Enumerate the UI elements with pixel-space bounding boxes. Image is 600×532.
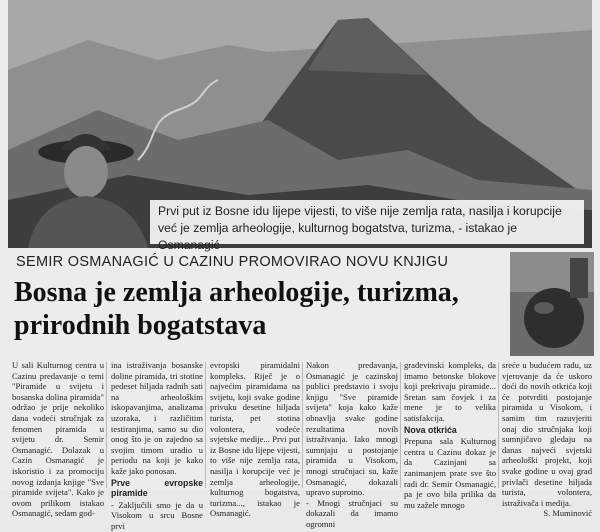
column-rule: [205, 362, 206, 488]
subheading: Prve evropske piramide: [111, 477, 203, 499]
photo-caption: Prvi put iz Bosne idu lijepe vijesti, to više nije zemlja rata, nasilja i korupcije već je zemlja arheologije, kulturnog bogatstva, turizma, - istakao je Osmanagić: [158, 204, 562, 252]
column-rule: [106, 362, 107, 488]
paragraph: sreće u budućem radu, uz vjerovanje da će uskoro doći do novih otkrića koji će potvrditi postojanje piramida u Visokom, i samim tim razuvjeriti onaj dio stručnjaka koji sumnjičavo gledaju na danas najveći svjetski arheološki projekt, koji svake godine u ovaj grad privlači desetine hiljada turista, volontera, istraživača i medija.: [502, 360, 592, 508]
paragraph: Nakon predavanja, Osmanagić je cazinskoj publici predstavio i svoju knjigu "Sve piramide svijeta" koja kako kaže obnavlja svake godine rezultatima novih istraživanja. Iako mnogi sumnjaju u postojanje piramida u Visokom, mnogi stručnjaci su, kaže Osmanagić, dokazali upravo suprotno.: [306, 360, 398, 498]
paragraph: ina istraživanja bosanske doline piramida, tri stotine pedeset hiljada radnih sati na arheološkim iskopavanjima, analizama uzoraka, i različitim testiranjima, samo su dio onog što je on zajedno sa svojim timom uradio u periodu na koji je kako kaže jako ponosan.: [111, 360, 203, 476]
article-column-4: [306, 360, 398, 529]
paragraph: evropski piramidalni kompleks. Riječ je o najvećim piramidama na svijetu, koji svake godine privuku desetine hiljada turista, pet stotina volontera, vodeće svjetske medije... Prvi put iz Bosne idu lijepe vijesti, to više nije zemlja rata, nasilja i korupcije već je zemlja arheologije, kulturnog bogatstva, turizma..., istakao je Osmanagić.: [210, 360, 300, 519]
subheading: Nova otkrića: [404, 424, 457, 435]
stone-sphere-illustration: [510, 252, 594, 356]
column-rule: [400, 362, 401, 488]
article-column-5: [404, 360, 496, 510]
article-column-6: [502, 360, 592, 519]
headline: Bosna je zemlja arheologije, turizma, prirodnih bogatstava: [14, 277, 459, 341]
column-rule: [302, 362, 303, 488]
paragraph: - Zaključili smo je da u Visokom u srcu Bosne prvi: [111, 499, 203, 531]
kicker: SEMIR OSMANAGIĆ U CAZINU PROMOVIRAO NOVU KNJIGU: [16, 254, 449, 270]
paragraph: U sali Kulturnog centra u Cazinu predavanje o temi "Piramide u svijetu i bosanska dolina piramida" održao je prije nekoliko dana vodeći stručnjak za fenomen piramida u svijetu dr. Semir Osmanagić. Dolazak u Cazin Osmanagić je iskoristio i za promociju novog izdanja knjige "Sve piramide svijeta". Kako je ovom prilikom istakao Osmanagić, sedam god-: [12, 360, 104, 519]
paragraph: građevinski kompleks, da imamo betonske blokove koji prekrivaju piramide... Sretan sam čovjek i za mene je to velika satisfakcija.: [404, 360, 496, 423]
paragraph: - Mnogi stručnjaci su dokazali da imamo ogromni: [306, 497, 398, 529]
paragraph: Prepuna sala Kulturnog centra u Cazinu dokaz je da Cazinjani sa zanimanjem prate sve što radi dr. Semir Osmanagić, pa je ovo bila prilika da mu zaželе mnogo: [404, 436, 496, 510]
article-column-2: [111, 360, 203, 531]
article-column-1: [12, 360, 104, 519]
side-photo: [510, 252, 594, 356]
article-column-3: [210, 360, 300, 519]
column-rule: [498, 362, 499, 488]
author-signature: S. Muminović: [543, 508, 592, 519]
